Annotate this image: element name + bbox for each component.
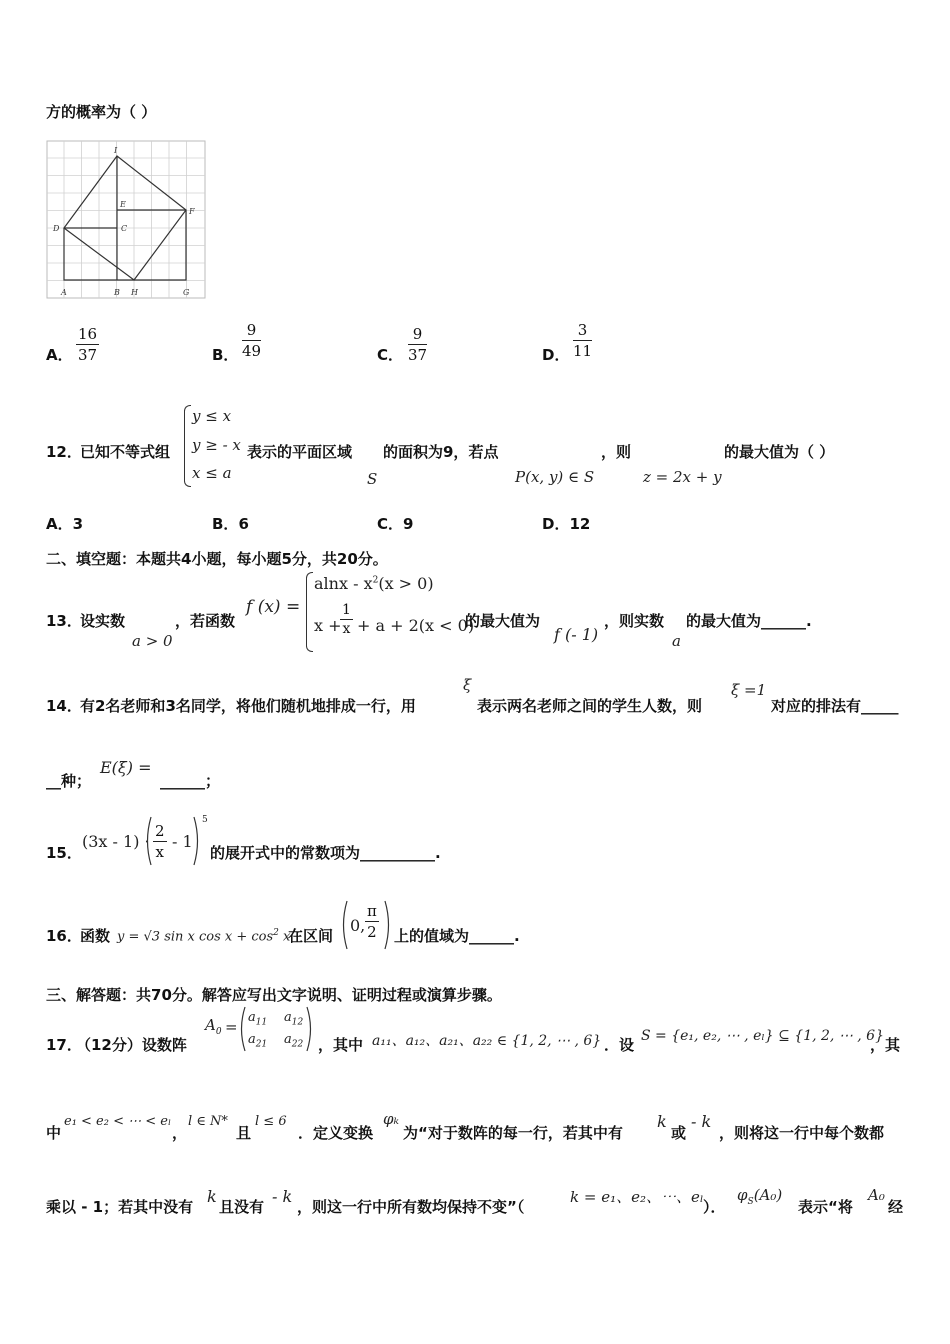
q17-text-3: ，其 [870,1036,901,1054]
q12-text-3: 的面积为9，若点 [383,443,499,461]
q17-line2-b: ， [172,1124,188,1142]
q14-line2-a: __种； [46,772,92,790]
q17-line2-d: ．定义变换 [298,1124,374,1142]
minus-k-2: - k [272,1187,293,1206]
q13-text-5: 的最大值为______. [686,612,812,630]
l-in-N: l ∈ N* [188,1114,228,1129]
q17-text-1: ，其中 [318,1036,364,1054]
matrix-a11: $a_{11}$ [248,1010,268,1028]
q17-text-2: ．设 [604,1036,635,1054]
q17-line3-b: 且没有 [219,1198,265,1216]
objective-z: z = 2x + y [643,468,722,486]
matrix-left-paren [238,1006,246,1052]
q12-number: 12． [46,443,82,461]
q13-text-3: 的最大值为 [465,612,541,630]
xi-equals-1: ξ =1 [731,681,767,699]
q12-text-1: 已知不等式组 [80,443,171,461]
q12-text-4: ，则 [601,443,632,461]
q17-score: （12分）设数阵 [76,1036,187,1054]
matrix-a12: $a_{12}$ [284,1010,304,1028]
label-B: B [114,288,120,297]
q17-line2-a: 中 [46,1124,62,1142]
matrix-a22: $a_{22}$ [284,1032,304,1050]
option-a-fraction: $\frac{16}{37}$ [78,325,98,364]
system-brace [184,405,191,487]
option-b-fraction: $\frac{9}{49}$ [242,321,262,360]
label-C: C [121,224,128,233]
q17-line3-f: 经 [888,1198,904,1216]
q17-line3-d: ）． [703,1198,726,1216]
option-b-letter: B． [212,346,239,364]
option-d-letter: D． [542,346,570,364]
matrix-A0: $A_0$ [205,1016,222,1037]
ordered-e: e₁ < e₂ < ⋯ < eₗ [64,1114,172,1129]
q14-text-2: 表示两名老师之间的学生人数，则 [477,697,703,715]
matrix-right-paren [306,1006,314,1052]
q16-text-2: 在区间 [288,927,334,945]
q16-text-3: 上的值域为______. [394,927,520,945]
q12-option-b: B．6 [212,515,249,533]
label-D: D [53,224,60,233]
q16-text-1: 函数 [80,927,111,945]
q12-option-d: D．12 [542,515,591,533]
k-symbol-2: k [207,1187,217,1206]
section-3-heading: 三、解答题：共70分。解答应写出文字说明、证明过程或演算步骤。 [46,986,502,1004]
piece-2-fraction: $\frac{1}{x}$ [342,602,351,637]
interval-start: 0, [350,916,366,935]
point-P: P(x, y) ∈ S [515,468,595,486]
ineq-1: y ≤ x [192,407,232,425]
label-A: A [61,288,67,297]
q12-option-a: A．3 [46,515,84,533]
interval-left-paren [340,900,348,950]
left-paren [144,816,152,866]
option-c-fraction: $\frac{9}{37}$ [408,325,428,364]
q17-line2-f: 或 [671,1124,687,1142]
piecewise-brace [306,572,313,652]
real-a: a [672,632,681,650]
piece-2-a: x + [314,616,342,635]
q17-line2-c: 且 [236,1124,252,1142]
section-2-heading: 二、填空题：本题共4小题，每小题5分，共20分。 [46,550,388,568]
q12-text-5: 的最大值为（ ） [724,443,835,461]
q13-text-1: 设实数 [80,612,126,630]
q15-tail: 的展开式中的常数项为__________. [210,844,441,862]
option-a-letter: A． [46,346,73,364]
interval-end-fraction: $\frac{\pi}{2}$ [367,902,377,941]
subset-S: S = {e₁, e₂, ⋯ , eₗ} ⊆ {1, 2, ⋯ , 6} [641,1028,884,1044]
binomial-pre: (3x - 1) · [82,832,150,851]
option-d-fraction: $\frac{3}{11}$ [573,321,593,360]
k-definition: k = e₁、e₂、⋯、eₗ [570,1188,704,1206]
q17-line2-g: ，则将这一行中每个数都 [719,1124,885,1142]
label-E: E [120,200,126,209]
right-paren [193,816,201,866]
q12-text-2: 表示的平面区域 [247,443,353,461]
piece-1: $alnx - x^2(x > 0)$ [314,574,434,593]
q15-number: 15． [46,844,82,862]
option-c-letter: C． [377,346,404,364]
function-y: y = √3 sin x $\cos x + \cos^2 x$ [117,928,291,945]
label-G: G [183,288,190,297]
piece-2-b: + a + 2(x < 0) [357,616,475,635]
q13-number: 13． [46,612,82,630]
binomial-fraction: $\frac{2}{x}$ [155,822,165,861]
interval-right-paren [384,900,392,950]
q17-line3-c: ，则这一行中所有数均保持不变”（ [297,1198,525,1216]
a-positive: a > 0 [132,632,173,650]
expectation: E(ξ) = [100,758,152,777]
ineq-3: x ≤ a [192,464,232,482]
geometry-figure [46,140,208,302]
l-le-6: l ≤ 6 [255,1114,287,1129]
A0-symbol: A₀ [868,1186,885,1204]
q14-text-3: 对应的排法有_____ [771,697,899,715]
q17-line3-a: 乘以 - 1；若其中没有 [46,1198,194,1216]
matrix-a21: $a_{21}$ [248,1032,268,1050]
binomial-post: - 1 [172,832,193,851]
minus-k: - k [691,1112,712,1131]
element-set: a₁₁、a₁₂、a₂₁、a₂₂ ∈ {1, 2, ⋯ , 6} [372,1033,602,1049]
ineq-2: y ≥ - x [192,436,241,454]
q17-line3-e: 表示“将 [798,1198,853,1216]
q11-stem-tail: 方的概率为（ ） [46,103,157,121]
q13-text-4: ，则实数 [604,612,665,630]
region-S: S [367,470,378,488]
q14-line2-b: ______； [160,772,221,790]
f-minus-1: f (- 1) [554,625,599,644]
q16-number: 16． [46,927,82,945]
q14-text-1: 有2名老师和3名同学，将他们随机地排成一行，用 [80,697,416,715]
q17-line2-e: 为“对于数阵的每一行，若其中有 [403,1124,623,1142]
label-I: I [114,146,118,155]
binomial-exponent: 5 [202,815,208,825]
q12-option-c: C．9 [377,515,414,533]
phi-S-A0: $\varphi_S(A_0)$ [737,1186,783,1207]
q13-text-2: ，若函数 [175,612,236,630]
xi-symbol: ξ [463,676,472,694]
phi-k: φₖ [383,1110,399,1128]
label-H: H [131,288,138,297]
q14-number: 14． [46,697,82,715]
function-fx: f (x) = [246,597,301,617]
matrix-equals: = [225,1018,238,1036]
k-symbol: k [657,1112,667,1131]
label-F: F [189,207,195,216]
q17-number: 17． [46,1036,82,1054]
